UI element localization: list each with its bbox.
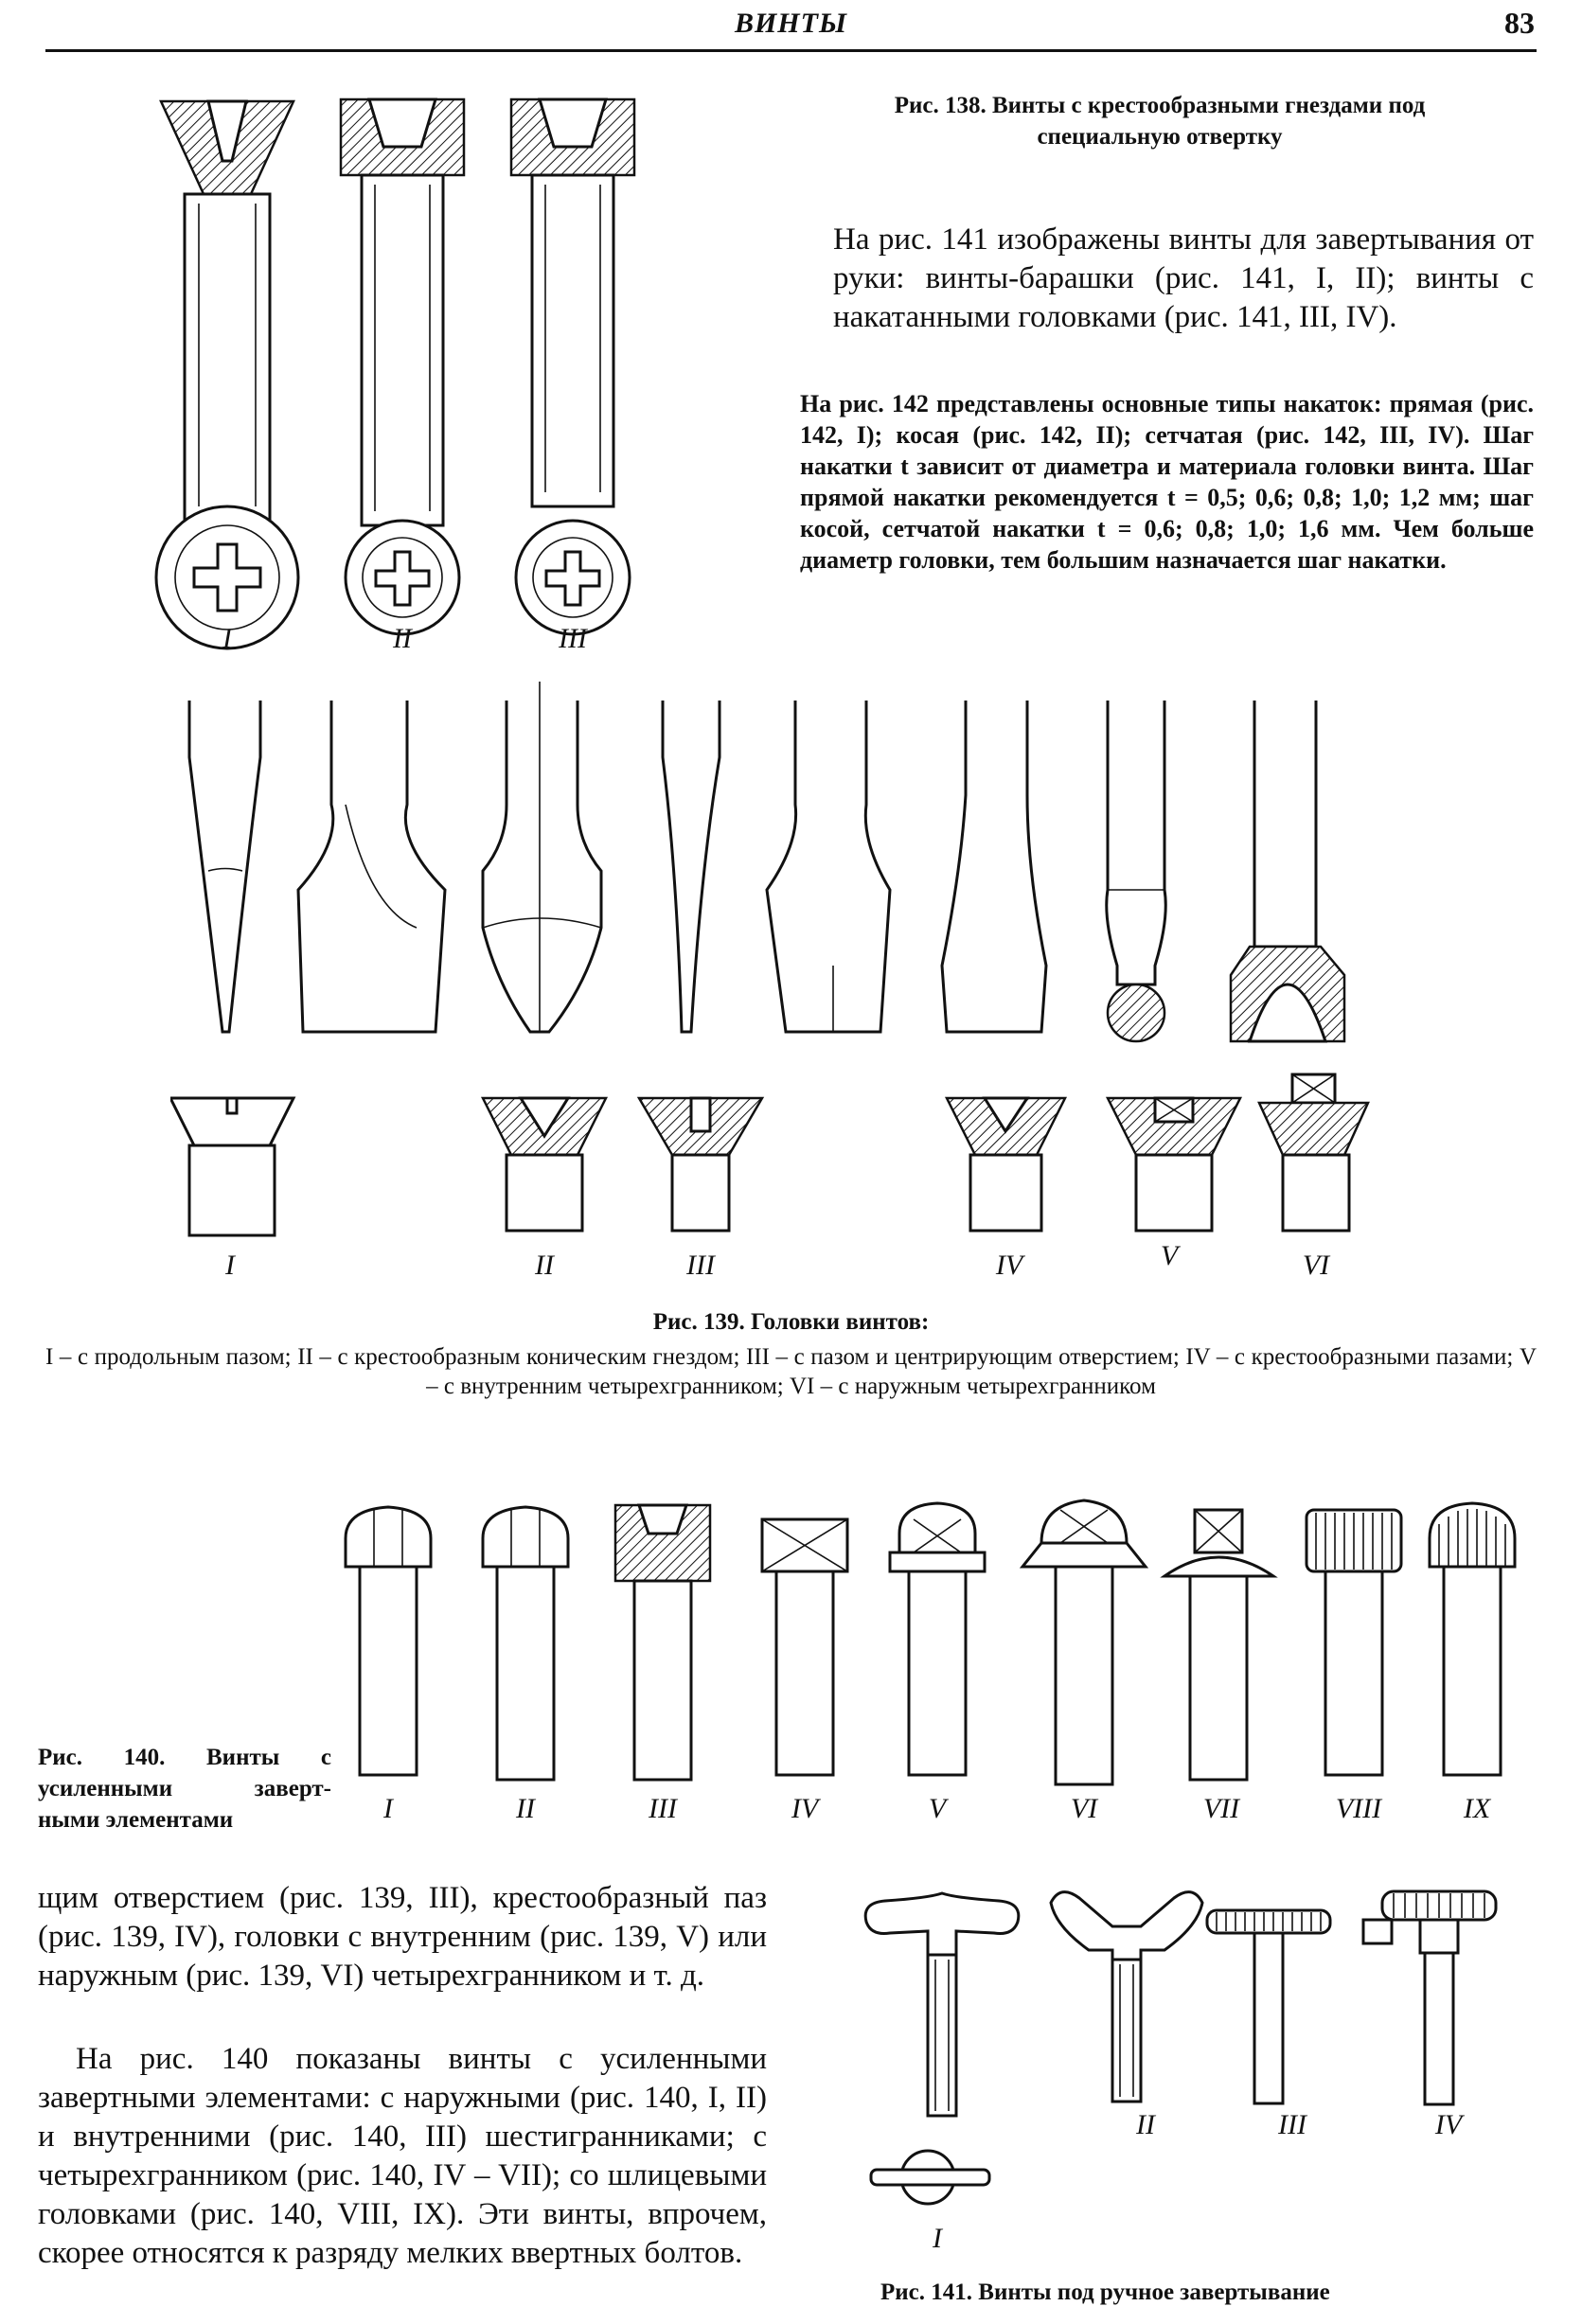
fig139-drawing <box>170 682 1401 1250</box>
fig140-label-6: VI <box>1070 1793 1098 1824</box>
fig140-screw-3 <box>615 1505 710 1780</box>
fig139-head-6 <box>1259 1074 1368 1231</box>
fig139-head-2 <box>483 1098 606 1231</box>
fig140-label-2: II <box>516 1793 535 1824</box>
paragraph-fig140-description: На рис. 140 показаны винты с усиленными завертными элементами: с наружными (рис. 140, I, II) и внутренними (рис. 140, III) шестигранниками; с четырехгранником (рис. 140, IV – VII); со шлицевыми головками (рис. 140, VIII, IX). Эти винты, впрочем, скорее относятся к разряду мелких ввертных болтов. <box>38 2042 767 2270</box>
fig139-tip-5 <box>767 701 890 1032</box>
paragraph-knurling: На рис. 142 представлены основные типы накаток: прямая (рис. 142, I); косая (рис. 142, II); сетчатая (рис. 142, III, IV). Шаг накатки t зависит от диаметра и материала головки винта. Шаг прямой накатки рекомендуется t = 0,5; 0,6; 0,8; 1,0; 1,2 мм; шаг косой, сетчатой накатки t = 0,6; 0,8; 1,0; 1,6 мм. Чем больше диаметр головки, тем большим назначается шаг накатки. <box>800 390 1534 574</box>
fig138-top-view-2 <box>346 521 459 634</box>
fig138-caption-line1: Рис. 138. Винты с крестообразными гнездами под <box>894 93 1426 118</box>
fig141-screw-1-top-view <box>871 2151 989 2204</box>
fig141-label-3: III <box>1278 2109 1306 2140</box>
fig138-drawing <box>142 90 672 667</box>
fig138-top-view-3 <box>516 521 630 634</box>
fig141-label-4: IV <box>1434 2109 1463 2140</box>
fig138-label-3: III <box>559 623 587 654</box>
fig140-screw-1 <box>346 1507 431 1775</box>
fig140-screw-6 <box>1022 1500 1146 1784</box>
fig140-screw-9 <box>1430 1503 1515 1775</box>
header-rule <box>45 49 1537 52</box>
fig139-tip-3 <box>483 682 601 1032</box>
fig141-label-2: II <box>1136 2109 1155 2140</box>
fig140-label-3: III <box>649 1793 677 1824</box>
fig141-label-1: I <box>933 2223 942 2254</box>
fig138-label-2: II <box>393 623 412 654</box>
fig139-caption-legend: I – с продольным пазом; II – с крестообразным коническим гнездом; III – с пазом и центрирующим отверстием; IV – с крестообразными пазами; V – с внутренним четырехгранником; VI – с наружным четырехгранником <box>45 1344 1537 1399</box>
fig139-head-5 <box>1108 1098 1240 1231</box>
fig140-label-7: VII <box>1202 1793 1240 1824</box>
fig141-screw-2 <box>1051 1892 1202 2102</box>
fig140-label-9: IX <box>1463 1793 1491 1824</box>
fig139-label-2: II <box>535 1250 554 1281</box>
fig139-label-6: VI <box>1302 1250 1330 1281</box>
fig139-tip-8 <box>1231 701 1344 1041</box>
fig139-head-1 <box>170 1098 293 1235</box>
fig139-caption-title: Рис. 139. Головки винтов: <box>652 1309 930 1335</box>
fig140-caption-line3: ными элементами <box>38 1807 234 1833</box>
fig139-head-3 <box>639 1098 762 1231</box>
fig141-screw-3 <box>1207 1910 1330 2103</box>
fig138-screw-2 <box>341 99 464 525</box>
fig140-caption <box>38 1742 331 1836</box>
fig140-caption-line1: Рис. 140. Винты с <box>38 1745 331 1770</box>
fig139-label-4: IV <box>995 1250 1023 1281</box>
fig140-label-5: V <box>928 1793 947 1824</box>
fig138-caption-line2: специальную отвертку <box>1037 124 1283 150</box>
fig139-tip-4 <box>663 701 720 1032</box>
fig140-label-4: IV <box>791 1793 819 1824</box>
fig139-head-4 <box>947 1098 1065 1231</box>
fig138-caption <box>786 90 1534 152</box>
fig139-label-3: III <box>686 1250 715 1281</box>
fig140-screw-8 <box>1306 1510 1401 1775</box>
paragraph-continuation: щим отверстием (рис. 139, III), крестообразный паз (рис. 139, IV), головки с внутренним (рис. 139, V) или наружным (рис. 139, VI) четырехгранником и т. д. <box>38 1881 767 1993</box>
fig139-tip-1 <box>189 701 260 1032</box>
fig138-screw-3 <box>511 99 634 506</box>
fig139-tip-2 <box>298 701 445 1032</box>
fig138-screw-1 <box>161 101 293 521</box>
fig139-label-5: V <box>1160 1240 1179 1271</box>
fig140-screw-4 <box>762 1519 847 1775</box>
fig141-drawing <box>852 1884 1534 2262</box>
running-title: ВИНТЫ <box>734 8 848 39</box>
fig141-caption: Рис. 141. Винты под ручное завертывание <box>880 2280 1330 2305</box>
fig138-label-1: I <box>222 623 232 654</box>
fig141-screw-1 <box>865 1893 1019 2116</box>
fig140-screw-5 <box>890 1503 985 1775</box>
fig140-drawing <box>331 1496 1524 1808</box>
fig139-tip-7 <box>1107 701 1166 1041</box>
fig140-label-8: VIII <box>1335 1793 1382 1824</box>
fig139-label-1: I <box>225 1250 235 1281</box>
fig141-screw-4 <box>1363 1891 1496 2104</box>
fig139-tip-6 <box>942 701 1046 1032</box>
fig140-label-1: I <box>383 1793 393 1824</box>
fig140-screw-2 <box>483 1507 568 1780</box>
paragraph-fig141-intro: На рис. 141 изображены винты для завертывания от руки: винты-барашки (рис. 141, I, II); винты с накатанными головками (рис. 141, III, IV). <box>833 222 1534 334</box>
page-number: 83 <box>1504 6 1535 40</box>
fig140-caption-line2: усиленными заверт- <box>38 1776 331 1801</box>
fig140-screw-7 <box>1164 1510 1273 1780</box>
